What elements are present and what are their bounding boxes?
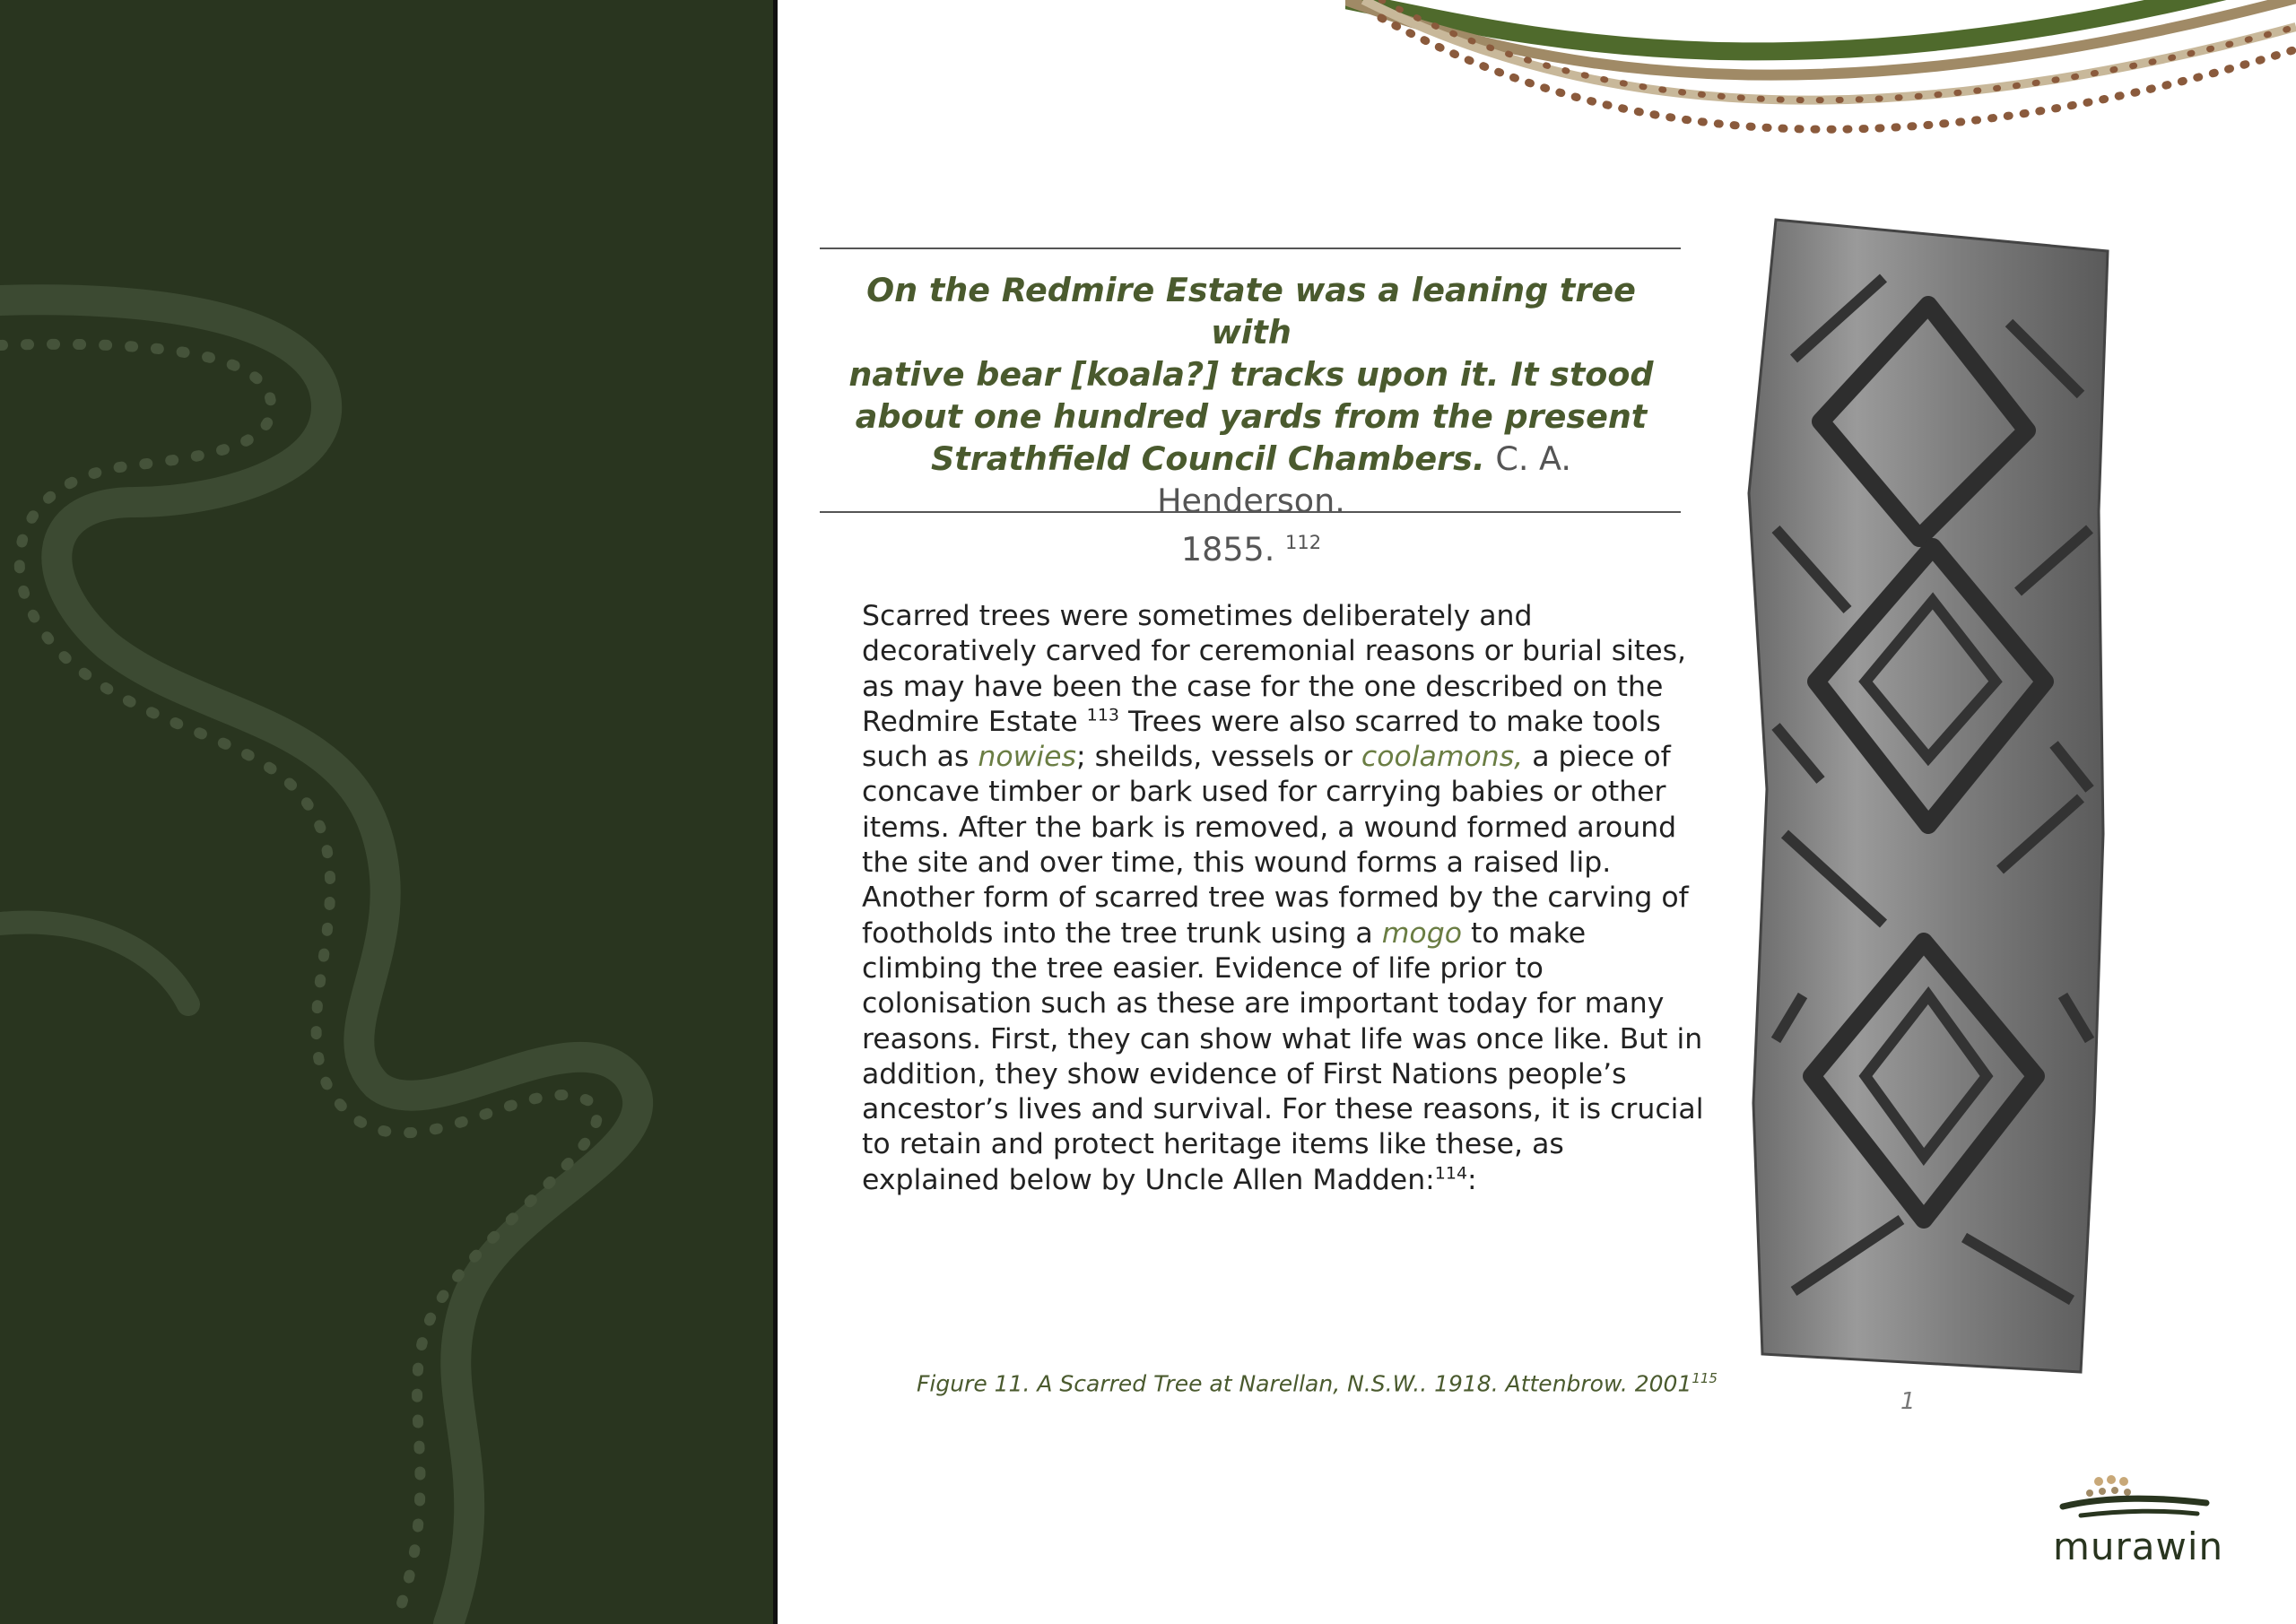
term-nowies: nowies	[978, 741, 1076, 774]
body-line: Redmire Estate $^{113}$ Trees were also scarred to make tools	[862, 705, 1661, 738]
decorative-wave-banner	[1345, 0, 2296, 197]
quote-bottom-rule	[820, 511, 1681, 513]
figure-caption: Figure 11. A Scarred Tree at Narellan, N.S.W.. 1918. Attenbrow. 2001$^{115}$	[917, 1370, 1718, 1397]
body-line: addition, they show evidence of First Nations people’s	[862, 1057, 1627, 1090]
quote-footnote: 112	[1285, 532, 1322, 553]
body-line: decoratively carved for ceremonial reasons or burial sites,	[862, 635, 1687, 668]
quote-line: Strathfield Council Chambers.	[931, 439, 1485, 478]
quote-top-rule	[820, 248, 1681, 249]
body-line: Scarred trees were sometimes deliberately and	[862, 600, 1533, 632]
footnote-ref: 114	[1434, 1163, 1468, 1184]
quote-source: C. A. Henderson.	[1157, 439, 1571, 520]
body-line: reasons. First, they can show what life was once like. But in	[862, 1022, 1703, 1055]
term-coolamons: coolamons,	[1361, 741, 1524, 774]
pull-quote	[843, 269, 1659, 570]
body-line: the site and over time, this wound forms a raised lip.	[862, 847, 1612, 880]
decorative-side-panel	[0, 0, 778, 1624]
quote-year: 1855.	[1180, 530, 1275, 569]
body-line: colonisation such as these are important today for many	[862, 987, 1665, 1020]
body-line: as may have been the case for the one described on the	[862, 670, 1664, 703]
body-line: ancestor’s lives and survival. For these reasons, it is crucial	[862, 1093, 1704, 1126]
body-paragraph	[862, 599, 1705, 1198]
body-line: items. After the bark is removed, a wound formed around	[862, 811, 1677, 844]
caption-footnote: 115	[1692, 1370, 1718, 1386]
river-pattern-graphic	[0, 0, 773, 1624]
scarred-tree-photo	[1740, 206, 2117, 1381]
body-line: footholds into the tree trunk using a mogo to make	[862, 916, 1587, 950]
quote-line: native bear [koala?] tracks upon it. It stood	[848, 355, 1654, 394]
quote-line: about one hundred yards from the present	[855, 397, 1648, 436]
plate-number: 1	[1900, 1388, 1916, 1415]
footnote-ref: 113	[1086, 705, 1119, 725]
body-line: climbing the tree easier. Evidence of life prior to	[862, 951, 1544, 985]
body-line: explained below by Uncle Allen Madden:$^{114}$:	[862, 1163, 1477, 1196]
body-line: to retain and protect heritage items like these, as	[862, 1128, 1564, 1161]
body-line: concave timber or bark used for carrying babies or other	[862, 776, 1666, 809]
logo-wordmark: murawin	[2053, 1524, 2224, 1568]
quote-line: On the Redmire Estate was a leaning tree with	[866, 271, 1636, 352]
body-line: Another form of scarred tree was formed by the carving of	[862, 881, 1689, 915]
term-mogo: mogo	[1381, 916, 1462, 950]
body-line: such as nowies; sheilds, vessels or coolamons, a piece of	[862, 741, 1671, 774]
